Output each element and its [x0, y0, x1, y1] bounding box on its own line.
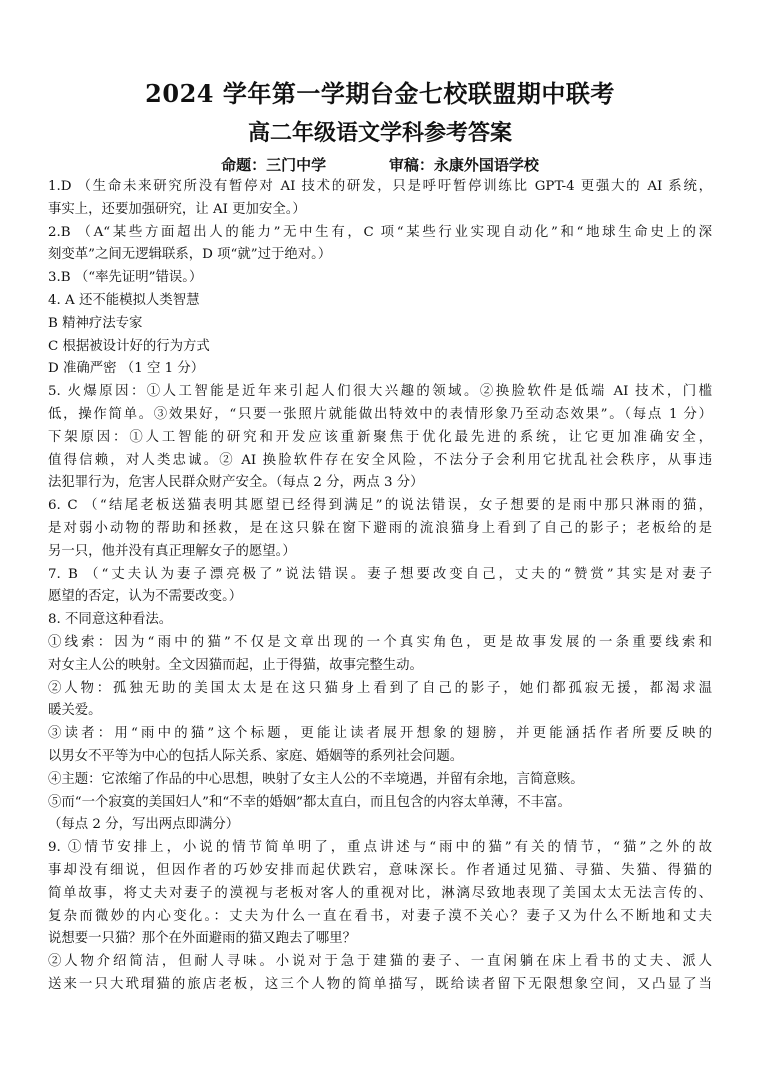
text-line: 3.B （“率先证明”错误。）: [48, 270, 203, 286]
text-line: 对女主人公的映射。全文因猫而起，止于得猫，故事完整生动。: [48, 657, 423, 673]
text-line: 低，操作简单。③效果好，“只要一张照片就能做出特效中的表情形象乃至动态效果”。（每点 1 分）: [48, 406, 712, 422]
text-line: C 根据被设计好的行为方式: [48, 338, 210, 354]
text-line: 9. ①情节安排上，小说的情节简单明了，重点讲述与“雨中的猫”有关的情节，“猫”之外的故: [48, 840, 712, 856]
text-line: 6. C （“结尾老板送猫表明其愿望已经得到满足”的说法错误，女子想要的是雨中那只淋雨的猫，: [48, 498, 712, 514]
text-line: 7. B （“丈夫认为妻子漂亮极了”说法错误。妻子想要改变自己，丈夫的“赞赏”其实是对妻子: [48, 566, 712, 582]
text-line: 下架原因：①人工智能的研究和开发应该重新聚焦于优化最先进的系统，让它更加准确安全，: [48, 429, 712, 445]
text-line: ③读者：用“雨中的猫”这个标题，更能让读者展开想象的翅膀，并更能涵括作者所要反映的: [48, 726, 712, 742]
text-line: 愿望的否定，认为不需要改变。）: [48, 589, 243, 605]
text-line: 4. A 还不能模拟人类智慧: [48, 292, 200, 308]
authors-byline: 命题：三门中学 审稿：永康外国语学校: [221, 156, 539, 174]
text-line: ①线索：因为“雨中的猫”不仅是文章出现的一个真实角色，更是故事发展的一条重要线索和: [48, 634, 712, 650]
text-line: 以男女不平等为中心的包括人际关系、家庭、婚姻等的系列社会问题。: [48, 748, 464, 764]
answer-key-subtitle: 高二年级语文学科参考答案: [247, 120, 512, 146]
answer-body: [48, 176, 712, 997]
text-line: B 精神疗法专家: [48, 315, 143, 331]
text-line: 事却没有细说，但因作者的巧妙安排而起伏跌宕，意味深长。作者通过见猫、寻猫、失猫、得猫的: [48, 862, 712, 878]
text-line: 值得信赖，对人类忠诚。② AI 换脸软件存在安全风险，不法分子会利用它扰乱社会秩序，从事违: [48, 452, 712, 468]
exam-title: 2024 学年第一学期台金七校联盟期中联考: [145, 79, 615, 108]
text-line: 1.D （生命未来研究所没有暂停对 AI 技术的研发，只是呼吁暂停训练比 GPT-4 更强大的 AI 系统，: [48, 179, 712, 194]
text-line: 简单故事，将丈夫对妻子的漠视与老板对客人的重视对比，淋漓尽致地表现了美国太太无法言传的、: [48, 885, 712, 901]
text-line: ④主题：它浓缩了作品的中心思想，映射了女主人公的不幸境遇，并留有余地，言简意赅。: [48, 771, 584, 787]
text-line: ⑤而“一个寂寞的美国妇人”和“不幸的婚姻”都太直白，而且包含的内容太单薄，不丰富。: [48, 794, 571, 810]
text-line: 送来一只大玳瑁猫的旅店老板，这三个人物的简单描写，既给读者留下无限想象空间，又凸显了当: [48, 976, 712, 992]
text-line: 是对弱小动物的帮助和拯救，是在这只躲在窗下避雨的流浪猫身上看到了自己的影子；老板给的是: [48, 520, 712, 536]
text-line: D 准确严密 （1 空 1 分）: [48, 361, 205, 377]
text-line: 刻变革”之间无逻辑联系，D 项“就”过于绝对。）: [48, 247, 332, 263]
text-line: （每点 2 分，写出两点即满分）: [48, 817, 240, 833]
text-line: 说想要一只猫？那个在外面避雨的猫又跑去了哪里？: [48, 931, 356, 947]
text-line: 法犯罪行为，危害人民群众财产安全。（每点 2 分，两点 3 分）: [48, 475, 424, 491]
text-line: 暖关爱。: [48, 703, 102, 719]
text-line: 8. 不同意这种看法。: [48, 612, 173, 628]
text-line: 事实上，还要加强研究，让 AI 更加安全。）: [48, 201, 306, 217]
text-line: 5. 火爆原因：①人工智能是近年来引起人们很大兴趣的领域。②换脸软件是低端 AI 技术，门槛: [48, 384, 712, 400]
text-line: ②人物：孤独无助的美国太太是在这只猫身上看到了自己的影子，她们都孤寂无援，都渴求温: [48, 680, 712, 696]
text-line: ②人物介绍简洁，但耐人寻味。小说对于急于建猫的妻子、一直闲躺在床上看书的丈夫、派人: [48, 954, 712, 970]
text-line: 2.B （A“某些方面超出人的能力”无中生有，C 项“某些行业实现自动化”和“地球生命史上的深: [48, 224, 712, 240]
text-line: 复杂而微妙的内心变化。：丈夫为什么一直在看书，对妻子漠不关心？妻子又为什么不断地和丈夫: [48, 908, 712, 924]
text-line: 另一只，他并没有真正理解女子的愿望。）: [48, 543, 296, 559]
